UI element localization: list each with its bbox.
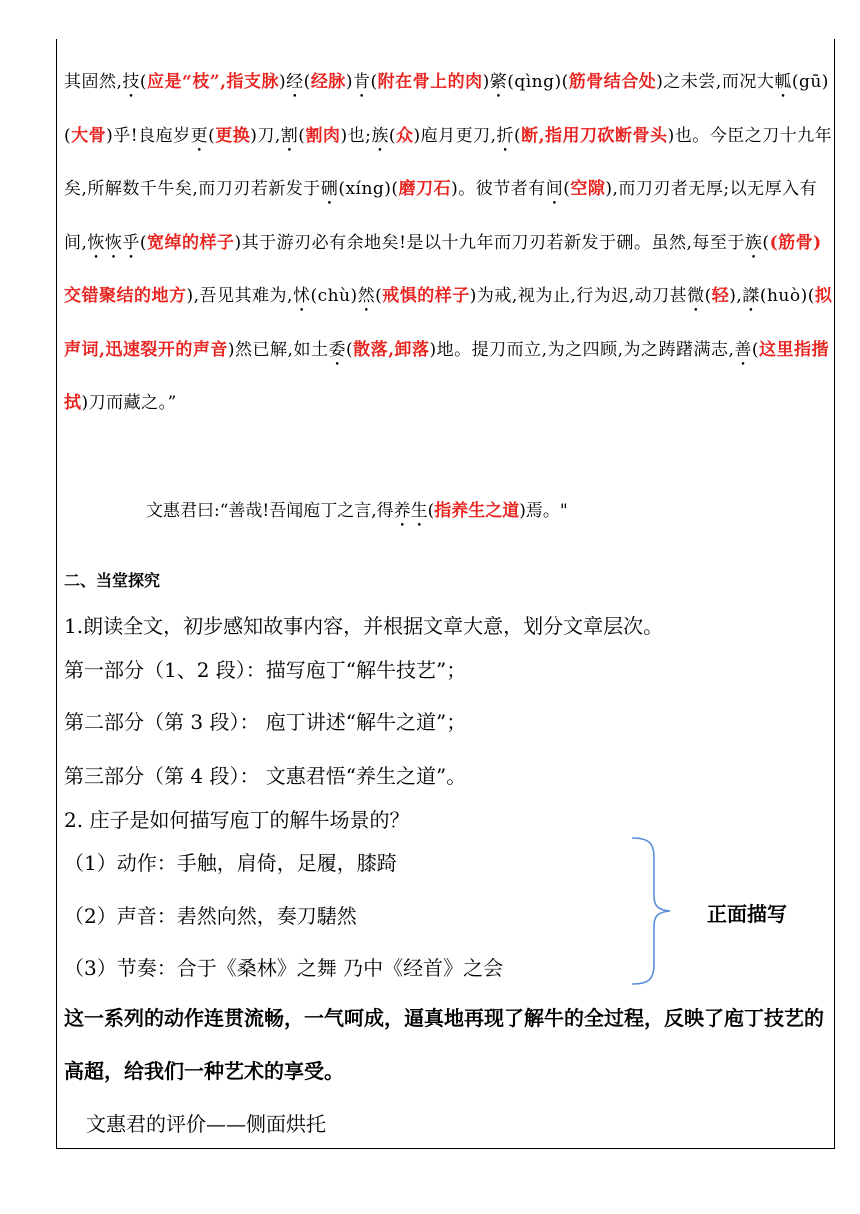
question-1: 1.朗读全文，初步感知故事内容，并根据文章大意，划分文章层次。 xyxy=(64,614,664,638)
indirect-description-line: 文惠君的评价——侧面烘托 xyxy=(86,1112,326,1136)
part-2: 第二部分（第 3 段）： 庖丁讲述“解牛之道”； xyxy=(64,710,467,734)
item-action: （1）动作：手触，肩倚，足履，膝踦 xyxy=(64,851,397,875)
part-1: 第一部分（1、2 段）：描写庖丁“解牛技艺”； xyxy=(64,658,467,682)
passage-paragraph: 其固然,技(应是“枝”,指支脉)经(经脉)肯(附在骨上的肉)綮(qìng)(筋骨结合处)之未尝,而况大軱(gū)(大骨)乎!良庖岁更(更换)刀,割(割肉)也;族(众)庖月更刀,折(断,指用刀砍断骨头)也。今臣之刀十九年矣,所解数千牛矣,而刀刃若新发于硎(xíng)(磨刀石)。彼节者有间(空隙),而刀刃者无厚;以无厚入有间,恢恢乎(宽绰的样子)其于游刃必有余地矣!是以十九年而刀刃若新发于硎。虽然,每至于族((筋骨)交错聚结的地方),吾见其难为,怵(chù)然(戒惧的样子)为戒,视为止,行为迟,动刀甚微(轻),謋(huò)(拟声词,迅速裂开的声音)然已解,如土委(散落,卸落)地。提刀而立,为之四顾,为之踌躇满志,善(这里指揩拭)刀而藏之。” xyxy=(64,72,833,413)
question-2: 2. 庄子是如何描写庖丁的解牛场景的？ xyxy=(64,808,410,832)
section-title: 二、当堂探究 xyxy=(64,571,161,590)
wenhuijun-quote: 文惠君曰:“善哉!吾闻庖丁之言,得养生(指养生之道)焉。" xyxy=(146,501,568,521)
direct-description-label: 正面描写 xyxy=(707,902,787,926)
right-brace-icon xyxy=(630,836,680,986)
part-3: 第三部分（第 4 段）： 文惠君悟“养生之道”。 xyxy=(64,764,467,788)
summary-paragraph: 这一系列的动作连贯流畅，一气呵成，逼真地再现了解牛的全过程，反映了庖丁技艺的高超，给我们一种艺术的享受。 xyxy=(64,1006,824,1083)
item-rhythm: （3）节奏：合于《桑林》之舞 乃中《经首》之会 xyxy=(64,956,504,980)
item-sound: （2）声音：砉然向然，奏刀騞然 xyxy=(64,904,357,928)
